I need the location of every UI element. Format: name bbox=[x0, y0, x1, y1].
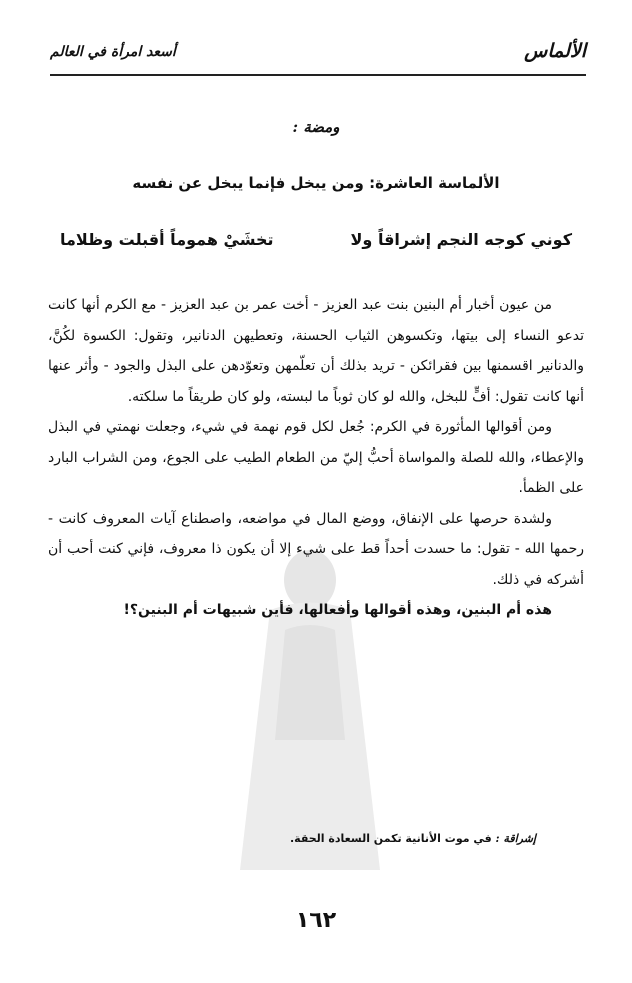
body-text bbox=[48, 290, 584, 626]
closing-paragraph: هذه أم البنين، وهذه أقوالها وأفعالها، فأين شبيهات أم البنين؟! bbox=[123, 602, 552, 618]
paragraph: من عيون أخبار أم البنين بنت عبد العزيز - أخت عمر بن عبد العزيز - مع الكرم أنها كانت تدعو النساء إلى بيتها، وتكسوهن الثياب الحسنة، وتعطيهن الدنانير، وتقول: الكسوة لكُنَّ، والدنانير اقسمنها بين فقرائكن - تريد بذلك أن تعلّمهن وتعوّدهن على البذل والجود - وأثر عنها أنها كانت تقول: أفٍّ للبخل، والله لو كان ثوباً ما لبسته، ولو كان طريقاً ما سلكته. bbox=[48, 297, 584, 405]
page-number: ١٦٢ bbox=[295, 908, 337, 933]
running-header bbox=[50, 40, 586, 76]
section-label: ومضة : bbox=[292, 118, 340, 136]
book-title: الألماس bbox=[524, 40, 586, 62]
verse-first-half: كوني كوجه النجم إشراقاً ولا bbox=[350, 230, 572, 249]
header-divider bbox=[50, 74, 586, 76]
paragraph: ومن أقوالها المأثورة في الكرم: جُعل لكل قوم نهمة في شيء، وجعلت نهمتي في البذل والإعطاء، والله للصلة والمواساة أحبُّ إليّ من الطعام الطيب على الجوع، ومن الشراب البارد على الظمأ. bbox=[48, 419, 584, 496]
poem-verse bbox=[60, 230, 572, 258]
footnote-label: إشراقة : bbox=[495, 832, 536, 845]
series-title: أسعد امرأة في العالم bbox=[50, 44, 176, 60]
footnote-text: في موت الأنانية تكمن السعادة الحقة. bbox=[289, 832, 492, 845]
paragraph: ولشدة حرصها على الإنفاق، ووضع المال في مواضعه، واصطناع آيات المعروف كانت - رحمها الله - تقول: ما حسدت أحداً قط على شيء إلا أن يكون ذا معروف، فإني كنت أحب أن أشركه في ذلك. bbox=[48, 510, 584, 588]
footnote bbox=[290, 832, 536, 845]
chapter-title: الألماسة العاشرة: ومن يبخل فإنما يبخل عن نفسه bbox=[132, 174, 500, 192]
verse-second-half: تخشَيْ هموماً أقبلت وظلاما bbox=[60, 230, 274, 249]
